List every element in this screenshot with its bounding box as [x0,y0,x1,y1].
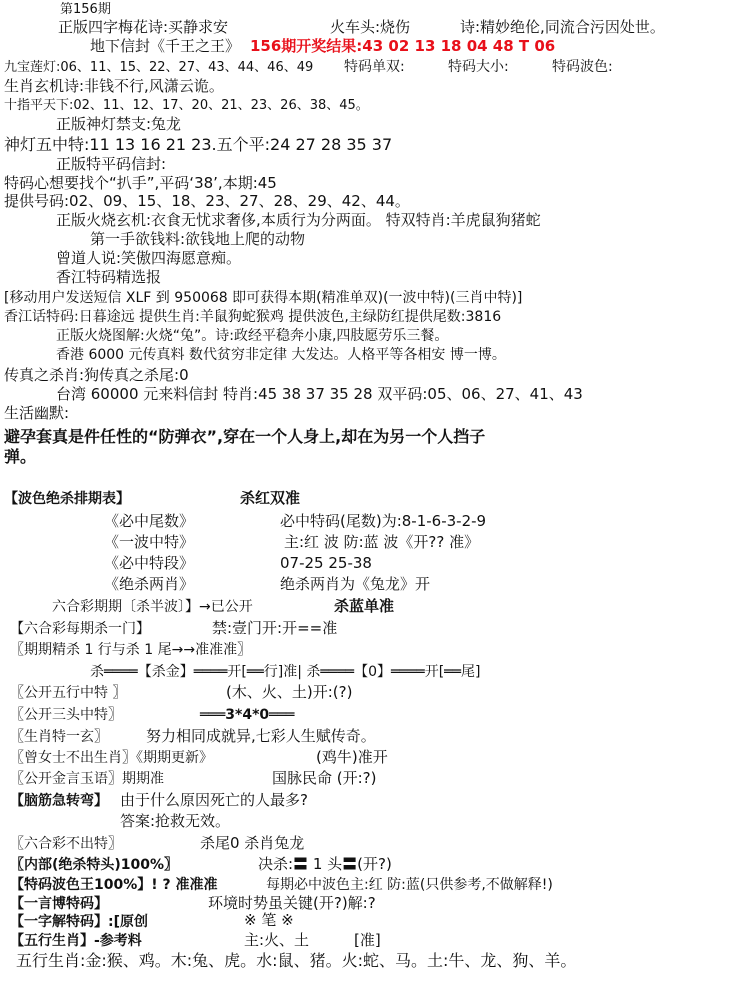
humor-text-line-1: 避孕套真是件任性的“防弹衣”,穿在一个人身上,却在为另一个人挡子 [4,427,486,446]
kill-row-title: 〖期期精杀 1 行与杀 1 尾→→准准准〗 [10,642,252,658]
big-small-label: 特码大小: [448,59,509,75]
wave-kill-table-title: 【波色绝杀排期表】 [4,491,130,507]
five-elements-value: (木、火、土)开:(?) [226,683,353,701]
five-elements-title: 〖公开五行中特 〗 [10,685,127,701]
five-special-numbers: 神灯五中特:11 13 16 21 23.五个平:24 27 28 35 37 [4,135,393,154]
kill-blue-label: 杀蓝单准 [334,597,395,615]
nine-lotus-lamps: 九宝莲灯:06、11、15、22、27、43、44、46、49 [4,60,314,75]
taiwan-envelope-line: 台湾 60000 元来料信封 特肖:45 38 37 35 28 双平码:05、06、27、41、43 [56,385,583,403]
riddle-answer: 答案:抢救无效。 [120,812,231,830]
xiangjiang-tips-line: 香江话特码:日暮途远 提供生肖:羊鼠狗蛇猴鸡 提供波色,主绿防红提供尾数:3816 [4,309,502,325]
wave-color-label: 特码波色: [552,59,613,75]
one-word-bet-value: 环境时势虽关键(开?)解:? [208,894,376,912]
odd-even-label: 特码单双: [344,59,405,75]
zodiac-mystery-value: 努力相同成就异,七彩人生赋传奇。 [146,727,376,745]
kill-red-label: 杀红双准 [240,489,301,507]
kill-two-value: 绝杀两肖为《兔龙》开 [280,575,431,593]
fire-mystery-line: 正版火烧玄机:衣食无忧求奢侈,本质行为分两面。 特双特肖:羊虎鼠狗猪蛇 [56,211,541,229]
no-special-title: 〖六合彩不出特〗 [10,836,122,852]
one-wave-value: 主:红 波 防:蓝 波《开?? 准》 [284,533,480,551]
train-head-line: 火车头:烧伤 [330,18,411,36]
half-wave-line: 六合彩期期〔杀半波〕】→已公开 [52,599,253,615]
must-tail-label: 《必中尾数》 [104,512,195,530]
golden-words-title: 〖公开金言玉语〗期期准 [10,771,164,787]
lamp-ban-line: 正版神灯禁支:兔龙 [56,115,182,133]
flat-code-envelope: 正版特平码信封: [56,155,167,173]
wave-king-value: 每期必中波色主:红 防:蓝(只供参考,不做解释!) [266,877,553,893]
zodiac-mystery-title: 〖生肖特一玄〗 [10,729,108,745]
wave-king-title: 【特码波色王100%】! ? 准准准 [10,877,218,893]
xiangjiang-report-title: 香江特码精选报 [56,268,162,286]
must-segment-value: 07-25 25-38 [280,554,372,572]
zodiac-poem: 生肖玄机诗:非钱不行,风潇云诡。 [4,77,224,95]
internal-kill-value: 决杀:〓 1 头〓(开?) [258,855,392,873]
three-heads-value: ═══3*4*0═══ [200,707,295,723]
five-zodiac-main: 主:火、土 [244,931,310,949]
one-char-title: 【一字解特码】:[原创 [10,914,148,930]
hongkong-fax-line: 香港 6000 元传真料 数代贫穷非定律 大发达。人格平等各相安 博一博。 [56,347,506,363]
humor-text-line-2: 弹。 [4,447,37,466]
riddle-title: 【脑筋急转弯】 [10,793,108,809]
poem-line: 诗:精妙绝伦,同流合污因处世。 [460,18,665,36]
fire-diagram-line: 正版火烧图解:火烧“兔”。诗:政经平稳奔小康,四肢愿劳乐三餐。 [56,328,449,344]
five-zodiac-accurate: [准] [354,931,381,949]
draw-result-banner: 156期开奖结果:43 02 13 18 04 48 T 06 [250,37,556,55]
riddle-question: 由于什么原因死亡的人最多? [120,791,308,809]
first-hand-line: 第一手欲钱料:欲钱地上爬的动物 [90,230,306,248]
ms-zeng-title: 〖曾女士不出生肖〗《期期更新》 [10,750,213,766]
fax-kill-line: 传真之杀肖:狗传真之杀尾:0 [4,366,189,384]
provided-numbers: 提供号码:02、09、15、18、23、27、28、29、42、44。 [4,192,410,210]
kill-one-door-title: 【六合彩每期杀一门】 [10,621,150,637]
one-wave-label: 《一波中特》 [104,533,195,551]
ten-fingers-numbers: 十指平天下:02、11、12、17、20、21、23、26、38、45。 [4,98,369,113]
no-special-value: 杀尾0 杀肖兔龙 [200,834,305,852]
kill-row-values: 杀════【杀金】════开[══行]准| 杀════【0】════开[══尾] [90,664,481,680]
humor-label: 生活幽默: [4,404,70,422]
issue-number: 第156期 [60,2,111,17]
one-char-value: ※ 笔 ※ [244,911,294,929]
plum-poem-line: 正版四字梅花诗:买静求安 [58,18,229,36]
must-tail-value: 必中特码(尾数)为:8-1-6-3-2-9 [280,512,487,530]
sms-promo-line: [移动用户发送短信 XLF 到 950068 即可获得本期(精准单双)(一波中特)(三肖中特)] [4,290,523,306]
underground-envelope: 地下信封《千王之王》 [90,37,241,55]
golden-words-value: 国脉民命 (开:?) [272,769,377,787]
kill-two-label: 《绝杀两肖》 [104,575,195,593]
ms-zeng-value: (鸡牛)准开 [316,748,388,766]
five-zodiac-mapping: 五行生肖:金:猴、鸡。木:兔、虎。水:鼠、猪。火:蛇、马。土:牛、龙、狗、羊。 [16,951,577,970]
must-segment-label: 《必中特段》 [104,554,195,572]
three-heads-title: 〖公开三头中特〗 [10,707,122,723]
internal-kill-title: 〖内部(绝杀特头)100%〗 [10,857,179,873]
five-zodiac-title: 【五行生肖】-参考料 [10,933,142,949]
taoist-saying: 曾道人说:笑傲四海愿意痴。 [56,249,242,267]
pickpocket-line: 特码心想要找个“扒手”,平码‘38’,本期:45 [4,174,277,192]
kill-one-door-value: 禁:壹门开:开==准 [212,619,338,637]
one-word-bet-title: 【一言博特码】 [10,896,108,912]
